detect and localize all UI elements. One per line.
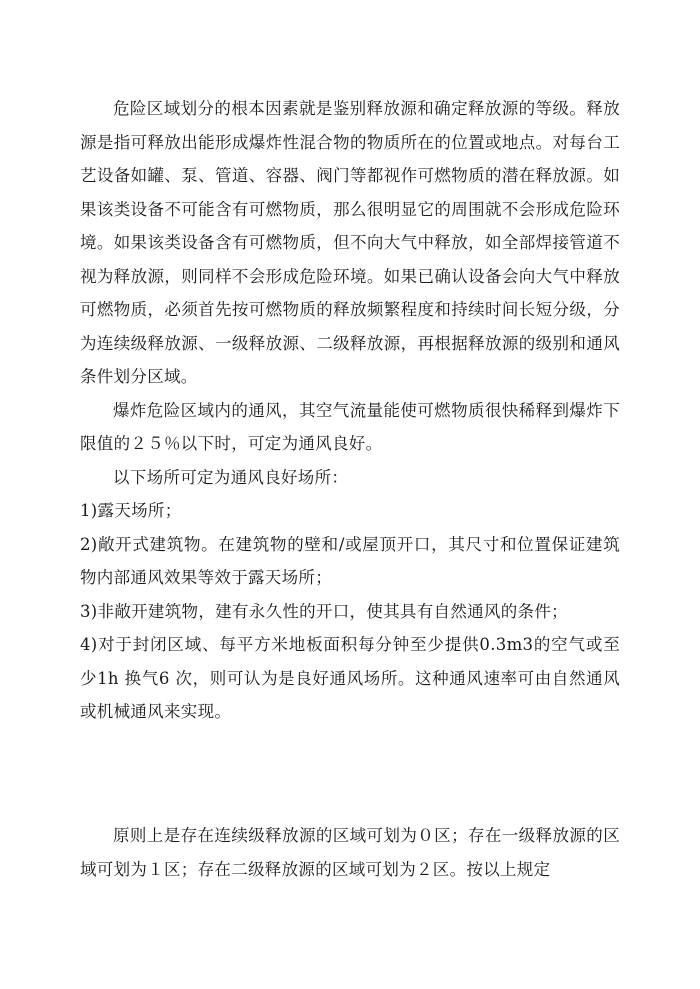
list-item: 4)对于封闭区域、每平方米地板面积每分钟至少提供0.3m3的空气或至少1h 换气6 次，则可认为是良好通风场所。这种通风速率可由自然通风或机械通风来实现。 — [80, 635, 620, 721]
paragraph-release-source: 危险区域划分的根本因素就是鉴别释放源和确定释放源的等级。释放源是指可释放出能形成爆炸性混合物的物质所在的位置或地点。对每台工艺设备如罐、泵、管道、容器、阀门等都视作可燃物质的潜在释放源。如果该类设备不可能含有可燃物质，那么很明显它的周围就不会形成危险环境。如果该类设备含有可燃物质，但不向大气中释放，如全部焊接管道不视为释放源，则同样不会形成危险环境。如果已确认设备会向大气中释放可燃物质，必须首先按可燃物质的释放频繁程度和持续时间长短分级，分为连续级释放源、一级释放源、二级释放源，再根据释放源的级别和通风条件划分区域。 — [80, 99, 620, 386]
list-item: 3)非敞开建筑物，建有永久性的开口，使其具有自然通风的条件； — [80, 601, 568, 621]
document-body-continued — [80, 819, 620, 886]
document-body — [80, 92, 620, 729]
paragraph-good-ventilation-intro: 以下场所可定为通风良好场所： — [113, 467, 349, 487]
list-item: 1)露天场所； — [80, 501, 182, 520]
list-item: 2)敞开式建筑物。在建筑物的壁和/或屋顶开口，其尺寸和位置保证建筑物内部通风效果等效于露天场所； — [80, 534, 620, 587]
paragraph-ventilation: 爆炸危险区域内的通风，其空气流量能使可燃物质很快稀释到爆炸下限值的２５％以下时，可定为通风良好。 — [80, 400, 620, 453]
paragraph-zone-classification: 原则上是存在连续级释放源的区域可划为０区；存在一级释放源的区域可划为１区；存在二级释放源的区域可划为２区。按以上规定 — [80, 826, 620, 879]
